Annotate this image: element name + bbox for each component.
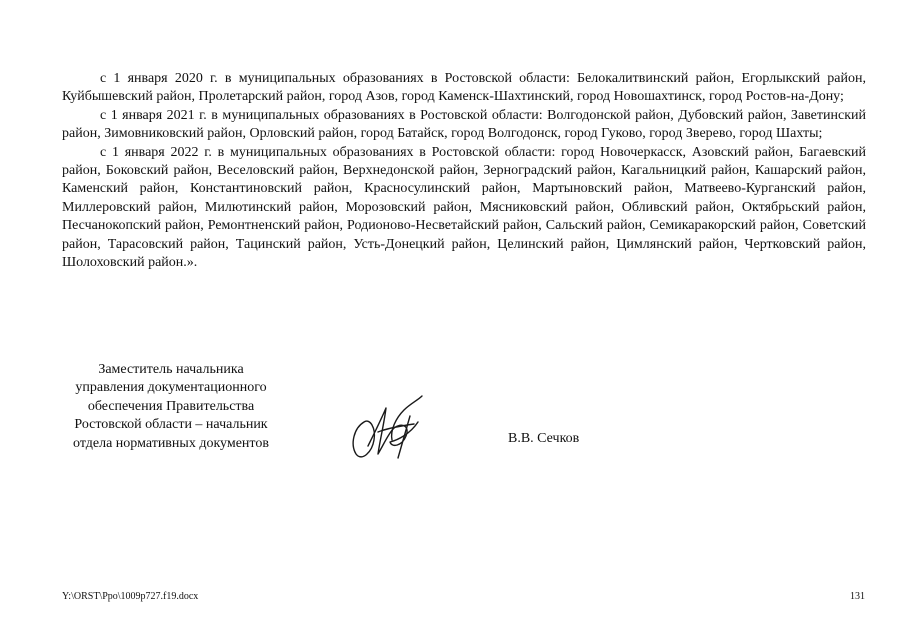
paragraph-2022: с 1 января 2022 г. в муниципальных образованиях в Ростовской области: город Новочеркасск, Азовский район, Багаевский район, Боковский район, Веселовский район, Верхнедонской район, Зерноградский район, Кагальницкий район, Кашарский район, Каменский район, Константиновский район, Красносулинский район, Мартыновский район, Матвеево-Курганский район, Миллеровский район, Милютинский район, Морозовский район, Мясниковский район, Обливский район, Октябрьский район, Песчанокопский район, Ремонтненский район, Родионово-Несветайский район, Сальский район, Семикаракорский район, Советский район, Тарасовский район, Тацинский район, Усть-Донецкий район, Целинский район, Цимлянский район, Чертковский район, Шолоховский район.». [62,144,866,271]
position-line: Ростовской области – начальник [74,417,268,433]
position-line: Заместитель начальника [98,362,244,377]
document-body [62,70,866,272]
handwritten-signature [348,388,432,468]
paragraph-2021: с 1 января 2021 г. в муниципальных образованиях в Ростовской области: Волгодонской район, Дубовский район, Заветинский район, Зимовниковский район, Орловский район, город Батайск, город Волгодонск, город Гуково, город Зверево, город Шахты; [62,107,866,142]
signatory-position [62,361,280,453]
position-line: управления документационного [75,380,267,396]
paragraph-2020: с 1 января 2020 г. в муниципальных образованиях в Ростовской области: Белокалитвинский район, Егорлыкский район, Куйбышевский район, Пролетарский район, город Азов, город Каменск-Шахтинский, город Новошахтинск, город Ростов-на-Дону; [62,71,866,105]
page-number: 131 [850,591,865,602]
position-line: отдела нормативных документов [73,435,269,451]
signer-name: В.В. Сечков [508,431,580,446]
file-path: Y:\ORST\Ppo\1009p727.f19.docx [62,591,199,602]
position-line: обеспечения Правительства [87,398,255,414]
